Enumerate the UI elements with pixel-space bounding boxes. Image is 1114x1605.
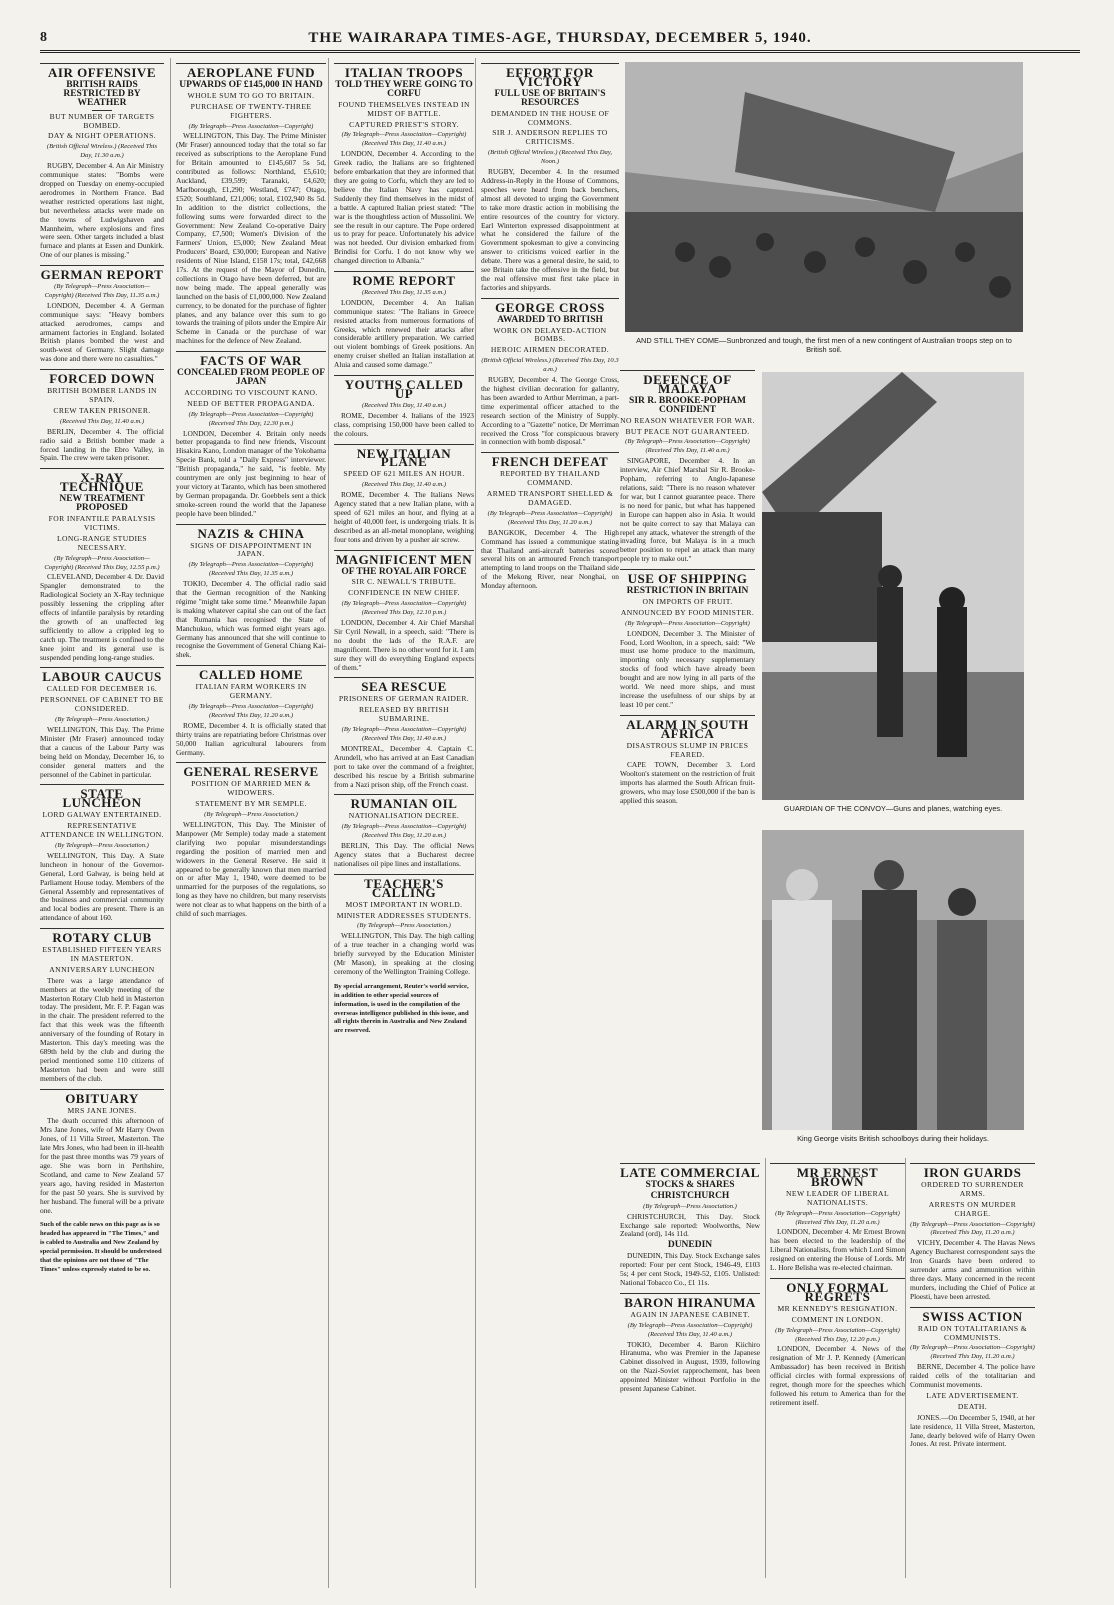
article-heading: FRENCH DEFEAT	[481, 452, 619, 467]
article-body: LONDON, December 4. A German communique says: "Heavy bombers attacked aerodromes, camps and armament factories in England. Isolated British planes bombed the west and south-west of Germany. Slight damage was done and there were no casualties."	[40, 300, 164, 364]
article-heading: DEFENCE OF MALAYA	[620, 370, 755, 394]
byline: (Received This Day, 11.35 a.m.)	[361, 288, 447, 296]
article-subheading: RAID ON TOTALITARIANS & COMMUNISTS.	[917, 1323, 1028, 1342]
column-2	[170, 58, 326, 1588]
article-subheading: CONCEALED FROM PEOPLE OF JAPAN	[176, 368, 326, 387]
article-subheading: CHRISTCHURCH	[650, 1190, 730, 1201]
article-body: LONDON, December 4. Mr Ernest Brown has been elected to the leadership of the Liberal Nationalists, from which Lord Simon resigned on entering the House of Lords. Mr L. Hore Belisha was re-elected chairman.	[770, 1227, 905, 1273]
byline: (By Telegraph—Press Association—Copyright) (Received This Day, 11.20 a.m.)	[188, 703, 314, 719]
article-body: ROME, December 4. Italians of the 1923 class, comprising 150,000 have been called to the colours.	[334, 410, 474, 438]
article-body: SINGAPORE, December 4. In an interview, Air Chief Marshal Sir R. Brooke-Popham, referring to Anglo-Japanese relations, said: "There is no reason whatever for war, but I cannot guarantee peace. There is no need for panic, but what has happened in Europe can happen also in Asia. It would not be quite correct to say that Malaya can repel any attack, whatever the strength of the invading force, but Malaya is in a much better position to repel an attack than many people try to make out."	[620, 456, 755, 564]
late-advertisement-label: LATE ADVERTISEMENT.	[926, 1390, 1019, 1400]
article-body: WELLINGTON, This Day. The Minister of Manpower (Mr Semple) today made a statement clarifying two popular misunderstandings regarding the position of married men and widowers in the General Reserve. He said it appeared to be generally known that men married on or after May 1, 1940, were deemed to be unmarried for the purposes of the regulations, so long as they have no children, but many reservists were not clear as to what happens on the birth of a child of such marriages.	[176, 819, 326, 919]
article-heading: GEORGE CROSS	[481, 298, 619, 313]
article-body: LONDON, December 3. The Minister of Food, Lord Woolton, in a speech, said: "We must use home produce to the maximum, importing only necessary supplementary stocks of food which have already been bought and are now lying in all parts of the world. We need more ships, and must increase the usefulness of our ships by at least 10 per cent."	[620, 628, 755, 709]
article-heading: X-RAY TECHNIQUE	[40, 468, 164, 492]
article-heading: LATE COMMERCIAL	[620, 1165, 760, 1180]
article-body: WELLINGTON, This Day. The Prime Minister (Mr Fraser) announced today that a caucus of the Labour Party was being held on Monday, December 16, to consider general matters and the personnel of the Cabinet in particular.	[40, 725, 164, 779]
article-heading: RUMANIAN OIL	[334, 794, 474, 809]
photo-caption: GUARDIAN OF THE CONVOY—Guns and planes, watching eyes.	[783, 804, 1003, 813]
article-body: TOKIO, December 4. Baron Kiichiro Hiranuma, who was Premier in the Japanese Cabinet dissolved in August, 1939, following on the Nazi-Soviet rapprochement, has been appointed Minister without Portfolio in the present Japanese Cabinet.	[620, 1339, 760, 1394]
article-subheading: LORD GALWAY ENTERTAINED.	[42, 810, 162, 820]
article-body: LONDON, December 4. According to the Greek radio, the Italians are so frightened before embarkation that they are informed that they are going to Corfu, which they are led to believe the Italian Navy has captured. Suddenly they find themselves in the midst of a battle. A captured Italian priest stated: "The war is the thoughtless action of Mussolini. We see the result in our capture. The Pope ordered us to pray for peace. Unfortunately his advice was not heeded. Our division embarked from Brindisi for Corfu. I do not know why we changed direction to Albania."	[334, 149, 474, 266]
byline: (By Telegraph—Press Association—Copyright) (Received This Day, 11.40 a.m.)	[341, 726, 467, 742]
death-notice-body: JONES.—On December 5, 1940, at her late residence, 11 Villa Street, Masterton, Jane, dearly beloved wife of Harry Owen Jones. At rest. Private interment.	[910, 1412, 1035, 1449]
byline: (By Telegraph—Press Association—Copyright) (Received This Day, 12.55 p.m.)	[44, 554, 160, 571]
article-body: The death occurred this afternoon of Mrs Jane Jones, wife of Mr Harry Owen Jones, of 11 Villa Street, Masterton. The late Mrs Jones, who had been in ill-health for the past three months was 79 years of age. She was born in Perthshire, Scotland, and came to New Zealand 57 years ago, having resided in Masterton for the past 50 years. She is survived by her husband. The funeral will be a private one.	[40, 1116, 164, 1215]
article-heading: TEACHER'S CALLING	[334, 874, 474, 898]
reuter-note: By special arrangement, Reuter's world service, in addition to other special sources of information, is used in the compilation of the overseas intelligence published in this issue, and all rights therein in Australia and New Zealand are reserved.	[334, 982, 469, 1035]
byline: (By Telegraph—Press Association—Copyright) (Received This Day, 11.40 a.m.)	[341, 131, 467, 148]
article-heading: EFFORT FOR VICTORY	[481, 63, 619, 87]
byline: (By Telegraph—Press Association.)	[204, 811, 298, 819]
byline: (Received This Day, 11.40 a.m.)	[59, 417, 145, 425]
article-body: ROME, December 4. The Italians News Agency stated that a new Italian plane, with a speed of 621 miles an hour, and flying at a height of 40,000 feet, is undergoing trials. It is described as an all-metal monoplane, weighing four tons and driven by a pusher air screw.	[334, 490, 474, 544]
article-subheading: NEW LEADER OF LIBERAL NATIONALISTS.	[786, 1188, 889, 1207]
byline: (By Telegraph—Press Association.)	[643, 1202, 737, 1210]
article-subheading: PURCHASE OF TWENTY-THREE FIGHTERS.	[190, 101, 312, 120]
article-heading: NEW ITALIAN PLANE	[334, 444, 474, 468]
death-notice-heading: DEATH.	[957, 1401, 988, 1411]
byline: (British Official Wireless.) (Received This Day, Noon.)	[487, 149, 613, 166]
byline: (By Telegraph—Press Association—Copyright) (Received This Day, 11.20 a.m.)	[487, 509, 613, 526]
photo-caption: AND STILL THEY COME—Sunbronzed and tough, the first men of a new contingent of Australian troops step on to British soil.	[636, 336, 1012, 354]
article-subheading: DUNEDIN	[667, 1240, 713, 1251]
article-body: CHRISTCHURCH, This Day. Stock Exchange sale reported: Woolworths, New Zealand (ord), 14s 11d.	[620, 1211, 760, 1239]
article-subheading: BUT NUMBER OF TARGETS BOMBED.	[49, 111, 155, 130]
article-heading: SEA RESCUE	[334, 677, 474, 692]
article-heading: STATE LUNCHEON	[40, 784, 164, 808]
article-body: BERLIN, This Day. The official News Agency states that a Bucharest decree nationalises oil pipe lines and installations.	[334, 841, 474, 868]
article-body: BERNE, December 4. The police have raided cells of the totalitarian and Communist movements.	[910, 1362, 1035, 1390]
byline: (By Telegraph—Press Association—Copyright)	[625, 619, 750, 627]
article-body: LONDON, December 4. An Italian communique states: "The Italians in Greece resisted attacks from numerous formations of Greeks, which renewed their attacks after considerable artillery preparation. We carried out violent bombings of Greek positions. An enemy cruiser shelled an Italian installation at Aluia and caused some damage."	[334, 297, 474, 370]
article-subheading: BRITISH BOMBER LANDS IN SPAIN.	[47, 386, 157, 404]
article-heading: MR ERNEST BROWN	[770, 1163, 905, 1187]
article-body: RUGBY, December 4. An Air Ministry communique states: "Bombs were dropped on Tuesday on enemy-occupied aerodromes in Northern France. Bad weather restricted operations last night, but nevertheless attacks were made on the towns of Ludwigshaven and Mannheim, where explosions and fires were seen. Other targets included a blast furnace and plants at Essen and Dunkirk. One of our planes is missing."	[40, 161, 164, 260]
byline: (By Telegraph—Press Association—Copyright) (Received This Day, 11.35 a.m.)	[44, 283, 160, 299]
article-body: CLEVELAND, December 4. Dr. David Spangler demonstrated to the Radiological Society an X-Ray technique possibly lessening the crippling after effects of infantile paralysis by retarding the growth of an unaffected leg sufficiently to allow a crippled leg to catch up. The treatment is confined to the knee joint and its general use is suspended pending long-range studies.	[40, 572, 164, 662]
article-subheading: NO REASON WHATEVER FOR WAR.	[620, 415, 755, 425]
byline: (By Telegraph—Press Association.)	[357, 922, 451, 930]
article-subheading: AGAIN IN JAPANESE CABINET.	[630, 1309, 750, 1319]
byline: (By Telegraph—Press Association—Copyright) (Received This Day, 12.20 p.m.)	[775, 1326, 900, 1343]
article-subheading: PRISONERS OF GERMAN RAIDER.	[338, 694, 470, 704]
article-subheading: ARMED TRANSPORT SHELLED & DAMAGED.	[486, 489, 614, 507]
article-heading: ROME REPORT	[334, 271, 474, 286]
article-heading: ITALIAN TROOPS	[334, 63, 474, 78]
article-subheading: MOST IMPORTANT IN WORLD.	[345, 899, 463, 909]
article-subheading: CREW TAKEN PRISONER.	[53, 405, 151, 415]
byline: (By Telegraph—Press Association—Copyright) (Received This Day, 11.40 a.m.)	[627, 1321, 753, 1338]
photo-king-george	[762, 830, 1024, 1130]
divider	[92, 110, 112, 111]
article-body: CAPE TOWN, December 3. Lord Woolton's statement on the restriction of fruit imports has alarmed the South African fruit-growers, who may lose £500,000 if the ban is applied this season.	[620, 760, 755, 806]
article-subheading: MINISTER ADDRESSES STUDENTS.	[336, 910, 472, 920]
king-photo-image	[762, 830, 1024, 1130]
article-subheading: AWARDED TO BRITISH	[497, 314, 603, 325]
copyright-note: Such of the cable news on this page as is so headed has appeared in "The Times," and is cabled to Australia and New Zealand by special permission. It should be understood that the opinions are not those of "The Times" unless expressly stated to be so.	[40, 1221, 162, 1273]
iron-guards-column	[905, 1158, 1035, 1578]
byline: (By Telegraph—Press Association—Copyright) (Received This Day, 12.30 p.m.)	[188, 410, 314, 427]
article-body: WELLINGTON, This Day. A State luncheon in honour of the Governor-General, Lord Galway, is being held at Parliament House today. Members of the General Assembly and representatives of the business and commercial community and local bodies are present. There is an attendance of about 160.	[40, 850, 164, 923]
article-subheading: REPRESENTATIVE ATTENDANCE IN WELLINGTON.	[40, 821, 164, 840]
article-subheading: NEED OF BETTER PROPAGANDA.	[187, 398, 315, 408]
article-body: There was a large attendance of members at the weekly meeting of the Masterton Rotary Club held in Masterton today. The president, Mr. F. P. Fagan was in the chair. The president referred to the fact that this week was the fifteenth anniversary of the founding of Rotary in Masterton. This day's meeting was the 689th held by the club and during the period mentioned some 110 citizens of Masterton had been and were still members of the club.	[40, 975, 164, 1083]
article-subheading: FULL USE OF BRITAIN'S RESOURCES	[494, 88, 606, 108]
column-5	[620, 365, 755, 1160]
photo-caption: King George visits British schoolboys during their holidays.	[797, 1134, 989, 1143]
article-subheading: DEMANDED IN THE HOUSE OF COMMONS.	[490, 108, 610, 127]
article-subheading: SIR J. ANDERSON REPLIES TO CRITICISMS.	[492, 128, 608, 147]
article-body: DUNEDIN, This Day. Stock Exchange sales reported: Four per cent Stock, 1946-49, £103 5s; 4 per cent Stock, 1949-52, £105. Unlisted: National Tobacco Co., £1 11s.	[620, 1251, 760, 1287]
byline: (Received This Day, 11.40 a.m.)	[361, 401, 447, 409]
article-subheading: ITALIAN FARM WORKERS IN GERMANY.	[195, 682, 307, 701]
masthead	[40, 28, 1080, 53]
byline: (By Telegraph—Press Association—Copyright) (Received This Day, 11.20 a.m.)	[910, 1220, 1035, 1237]
newspaper-title: THE WAIRARAPA TIMES-AGE, THURSDAY, DECEMBER 5, 1940.	[308, 30, 812, 46]
article-subheading: DISASTROUS SLUMP IN PRICES FEARED.	[626, 740, 749, 759]
article-subheading: SIR C. NEWALL'S TRIBUTE.	[351, 577, 457, 587]
article-body: VICHY, December 4. The Havas News Agency Bucharest correspondent says the Iron Guards have been ordered to surrender arms and ammunition within three days. Many concerned in the recent murders, including the Chief of Police at Ploesti, have been arrested.	[910, 1238, 1035, 1301]
late-commercial-column	[620, 1158, 760, 1578]
article-heading: USE OF SHIPPING	[620, 569, 755, 584]
article-heading: CALLED HOME	[176, 665, 326, 680]
article-subheading: LONG-RANGE STUDIES NECESSARY.	[56, 533, 148, 552]
article-body: ROME, December 4. It is officially stated that thirty trains are repatriating before Christmas over 50,000 Italian agricultural labourers from Germany.	[176, 720, 326, 757]
article-heading: FACTS OF WAR	[176, 351, 326, 366]
article-subheading: WORK ON DELAYED-ACTION BOMBS.	[493, 325, 607, 344]
article-heading: NAZIS & CHINA	[176, 524, 326, 539]
article-body: BANGKOK, December 4. The High Command has issued a communique stating that Thailand anti-aircraft batteries scored several hits on an armoured French transport attempting to land troops on the Thailand side of the Mekong River, near Nonghai, on Monday afternoon.	[481, 527, 619, 591]
byline: (By Telegraph—Press Association—Copyright) (Received This Day, 12.10 p.m.)	[341, 600, 467, 617]
byline: (By Telegraph—Press Association—Copyright) (Received This Day, 11.20 a.m.)	[341, 823, 467, 840]
article-subheading: FOUND THEMSELVES INSTEAD IN MIDST OF BATTLE.	[338, 99, 470, 118]
article-subheading: SIGNS OF DISAPPOINTMENT IN JAPAN.	[190, 540, 312, 559]
article-subheading: OF THE ROYAL AIR FORCE	[341, 566, 467, 577]
photo-convoy-guardian	[762, 372, 1024, 800]
article-body: RUGBY, December 4. The George Cross, the highest civilian decoration for gallantry, has been awarded to Arthur Merriman, a part-time experimental officer attached to the research section of the Ministry of Supply. According to a "Gazette" notice, Dr Merriman received the Cross "for conspicuous bravery in connection with bomb disposal."	[481, 375, 619, 447]
article-body: MONTREAL, December 4. Captain C. Arundell, who has arrived at an East Canadian port to take over the command of a freighter, described his rescue by a British submarine from a Nazi prison ship, off the French coast.	[334, 743, 474, 789]
article-subheading: COMMENT IN LONDON.	[791, 1314, 884, 1324]
byline: (Received This Day, 11.40 a.m.)	[361, 481, 447, 489]
byline: (By Telegraph—Press Association—Copyright) (Received This Day, 11.20 a.m.)	[775, 1209, 900, 1226]
article-heading: BARON HIRANUMA	[620, 1293, 760, 1308]
article-heading: OBITUARY	[40, 1089, 164, 1104]
article-heading: GERMAN REPORT	[40, 267, 164, 283]
byline: (By Telegraph—Press Association.)	[55, 841, 149, 849]
article-heading: GENERAL RESERVE	[176, 762, 326, 777]
byline: (By Telegraph—Press Association—Copyright) (Received This Day, 11.35 a.m.)	[188, 561, 314, 578]
gun-photo-image	[762, 372, 1024, 800]
article-subheading: DAY & NIGHT OPERATIONS.	[47, 131, 157, 141]
column-4	[475, 58, 619, 1588]
article-subheading: STOCKS & SHARES	[645, 1179, 735, 1190]
article-heading: YOUTHS CALLED UP	[334, 375, 474, 399]
article-subheading: UPWARDS OF £145,000 IN HAND	[179, 79, 323, 90]
article-heading: AEROPLANE FUND	[176, 63, 326, 78]
troops-photo-image	[625, 62, 1023, 332]
article-heading: FORCED DOWN	[40, 369, 164, 384]
article-subheading: ACCORDING TO VISCOUNT KANO.	[184, 387, 318, 397]
article-subheading: BRITISH RAIDS RESTRICTED BY WEATHER	[63, 79, 141, 108]
article-subheading: CALLED FOR DECEMBER 16.	[46, 684, 158, 694]
article-subheading: CONFIDENCE IN NEW CHIEF.	[348, 588, 460, 598]
article-subheading: NEW TREATMENT PROPOSED	[59, 494, 145, 514]
article-subheading: CAPTURED PRIEST'S STORY.	[349, 119, 459, 129]
byline: (By Telegraph—Press Association—Copyright) (Received This Day, 11.40 a.m.)	[625, 438, 750, 455]
article-heading: SWISS ACTION	[910, 1307, 1035, 1322]
article-heading: AIR OFFENSIVE	[40, 63, 164, 78]
article-subheading: WHOLE SUM TO GO TO BRITAIN.	[187, 90, 315, 100]
article-subheading: STATEMENT BY MR SEMPLE.	[195, 799, 307, 809]
article-subheading: MRS JANE JONES.	[67, 1105, 137, 1115]
article-heading: ALARM IN SOUTH AFRICA	[620, 715, 755, 739]
article-body: TOKIO, December 4. The official radio said that the German recognition of the Nanking régime "might take some time." Meanwhile Japan is making whatever capital she can out of the fact that Rumania has recognised the State of Manchukuo, which was formed eight years ago. Germany has announced that she will continue to recognise the Government of General Chiang Kai-shek.	[176, 579, 326, 660]
article-body: BERLIN, December 4. The official radio said a British bomber made a forced landing in the Ebro Valley, in Spain. The crew were taken prisoner.	[40, 426, 164, 463]
article-body: WELLINGTON, This Day. The high calling of a true teacher in a changing world was briefly surveyed by the Education Minister (Mr Mason), in speaking at the closing ceremony of the Wellington Training College.	[334, 931, 474, 976]
article-body: LONDON, December 4. Britain only needs better propaganda to find new friends, Viscount Hisakira Kano, London manager of the Yokohama Specie Bank, told a "Daily Express" interviewer. "British propaganda," he said, "is feeble. My countrymen are only just beginning to hear of your victory at Taranto, which has been smothered by German propaganda. Dr. Goebbels sent a thick smoke-screen round the world that the Japanese people have been blinded."	[176, 428, 326, 518]
page-number: 8	[40, 30, 47, 45]
photo-troops-arriving	[625, 62, 1023, 332]
article-body: LONDON, December 4. Air Chief Marshal Sir Cyril Newall, in a speech, said: "There is no doubt the lads of the R.A.F. are magnificent. There is no other word for it. I am sure they will do everything England expects of them."	[334, 618, 474, 672]
article-subheading: REPORTED BY THAILAND COMMAND.	[500, 469, 600, 488]
article-heading: MAGNIFICENT MEN	[335, 551, 473, 567]
article-subheading: SPEED OF 621 MILES AN HOUR.	[343, 469, 465, 479]
article-subheading: HEROIC AIRMEN DECORATED.	[490, 345, 610, 355]
article-subheading: BUT PEACE NOT GUARANTEED.	[625, 426, 750, 436]
article-subheading: TOLD THEY WERE GOING TO CORFU	[335, 79, 473, 99]
article-subheading: ANNIVERSARY LUNCHEON	[49, 964, 155, 974]
article-heading: LABOUR CAUCUS	[40, 667, 164, 682]
article-subheading: RELEASED BY BRITISH SUBMARINE.	[358, 705, 449, 724]
byline: (British Official Wireless.) (Received This Day, 10.3 a.m.)	[481, 357, 619, 374]
article-heading: IRON GUARDS	[910, 1163, 1035, 1178]
article-subheading: POSITION OF MARRIED MEN & WIDOWERS.	[191, 779, 311, 798]
byline: (British Official Wireless.) (Received This Day, 11.30 a.m.)	[46, 143, 158, 160]
article-body: RUGBY, December 4. In the resumed Address-in-Reply in the House of Commons, speeches were heard from back benchers, almost all devoted to urging the Government to take more drastic action in mobilising the entire resources of the country for victory. Earl Winterton expressed disappointment at what he considered the failure of the Government spokesman to give a convincing answer to criticisms voiced earlier in the debate. There was a general desire, he said, to see Britain take the offensive in the field, but the real offensive must first take place in factories and shipyards.	[481, 167, 619, 292]
article-subheading: NATIONALISATION DECREE.	[348, 811, 460, 821]
article-subheading: ANNOUNCED BY FOOD MINISTER.	[620, 607, 755, 617]
byline: (By Telegraph—Press Association—Copyright)	[188, 122, 314, 130]
byline: (By Telegraph—Press Association.)	[55, 716, 149, 724]
article-subheading: MR KENNEDY'S RESIGNATION.	[777, 1303, 898, 1313]
article-heading: ROTARY CLUB	[40, 928, 164, 943]
article-subheading: ARRESTS ON MURDER CHARGE.	[928, 1199, 1017, 1218]
article-subheading: SIR R. BROOKE-POPHAM CONFIDENT	[629, 395, 746, 415]
article-subheading: PERSONNEL OF CABINET TO BE CONSIDERED.	[40, 695, 164, 714]
article-subheading: RESTRICTION IN BRITAIN	[626, 586, 749, 597]
column-1	[40, 58, 164, 1588]
article-body: WELLINGTON, This Day. The Prime Minister (Mr Fraser) announced today that the total so far received as subscriptions to the Aeroplane Fund for Britain amounted to £145,607 5s 5d, contributed as follows: Northland, £5,610; Auckland, £39,599; Taranaki, £4,620; Marlborough, £1,290; Westland, £747; Otago, £520; Southland, £21,006; total, £102,940 8s 5d. In addition to the district collections, the following sums were forwarded direct to the Government: New Zealand Co-operative Dairy Company, £7,500; Women's Division of the Farmers' Union, £5,000; New Zealand Meat Producers' Board, £30,000; European and Native residents of Niue Island, £158 17s; total, £42,668 17s. At the request of the Mayor of Dunedin, collections in Otago have been deferred, but are now being made. The appeal generally was launched on the basis of £1,000,000. New Zealand currency, to be donated for the purchase of fighter planes, and any balance over this sum to go towards the training of pilots under the Empire Air Scheme in Canada or the purchase of war machines for the defence of New Zealand.	[176, 131, 326, 346]
column-3	[328, 58, 474, 1588]
article-subheading: ORDERED TO SURRENDER ARMS.	[921, 1179, 1024, 1198]
byline: (By Telegraph—Press Association—Copyright) (Received This Day, 11.20 a.m.)	[910, 1344, 1035, 1361]
article-subheading: ESTABLISHED FIFTEEN YEARS IN MASTERTON.	[42, 945, 162, 963]
article-subheading: FOR INFANTILE PARALYSIS VICTIMS.	[48, 513, 156, 532]
brown-column	[765, 1158, 905, 1578]
article-subheading: ON IMPORTS OF FRUIT.	[642, 596, 733, 606]
article-heading: ONLY FORMAL REGRETS	[770, 1278, 905, 1302]
article-body: LONDON, December 4. News of the resignation of Mr J. P. Kennedy (American Ambassador) has been received in British official circles with formal expressions of regret, though more for the speeches which followed his return to America than for the retirement itself.	[770, 1344, 905, 1407]
